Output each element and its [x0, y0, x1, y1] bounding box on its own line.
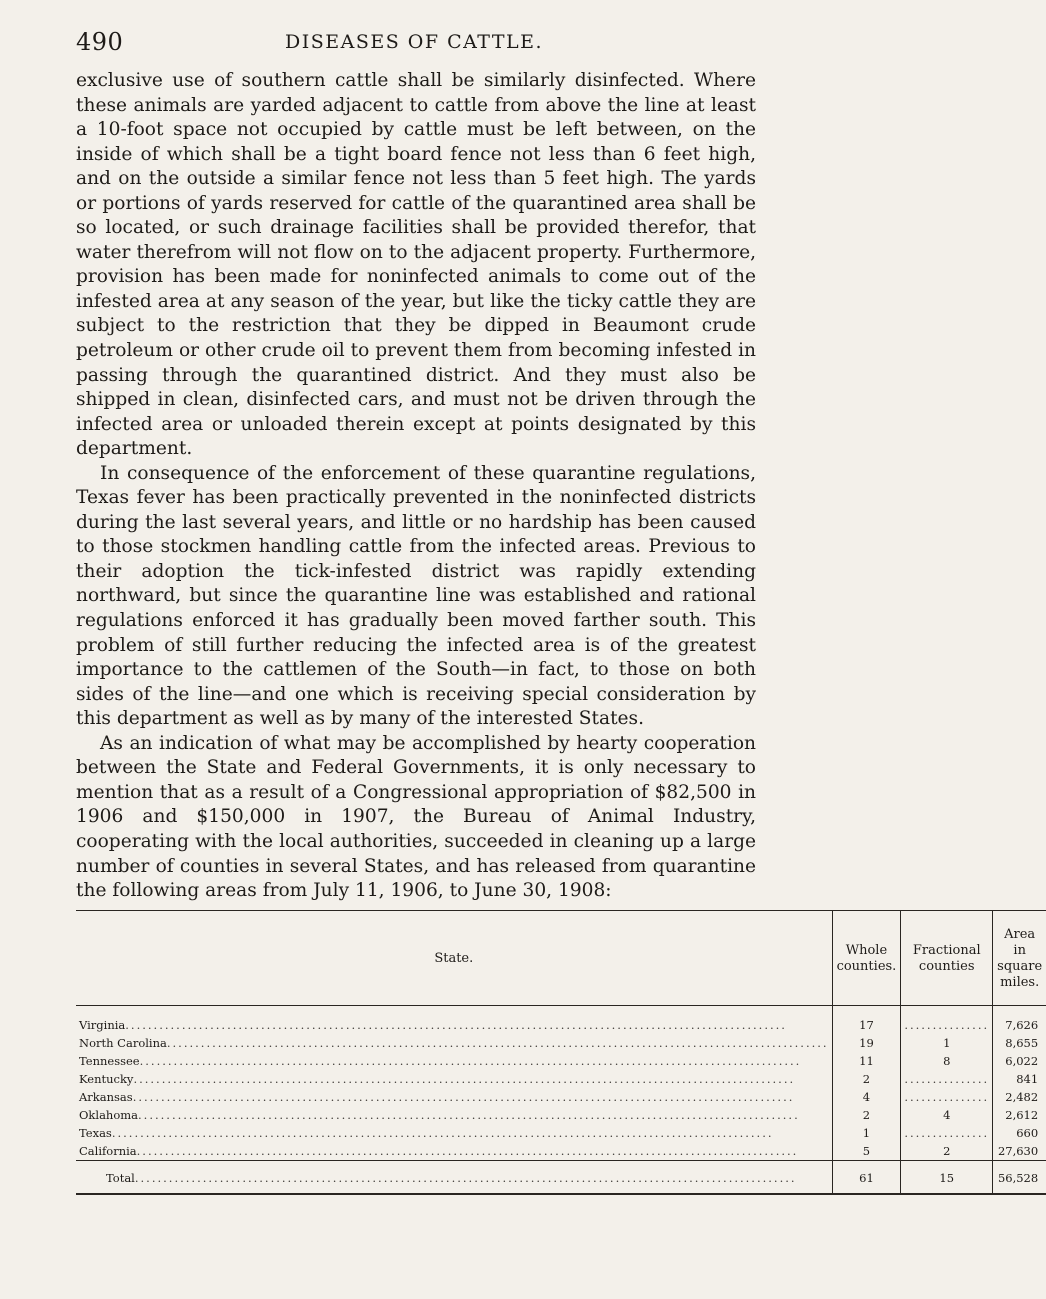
fractional-counties-cell: 2	[901, 1142, 993, 1161]
state-name: Oklahoma	[79, 1108, 139, 1122]
state-name: Arkansas	[79, 1090, 133, 1104]
whole-counties-cell: 11	[832, 1052, 901, 1070]
table-row	[76, 1124, 1046, 1142]
total-fractional: 15	[901, 1161, 993, 1195]
whole-counties-cell: 1	[832, 1124, 901, 1142]
area-cell: 27,630	[993, 1142, 1046, 1161]
area-cell: 7,626	[993, 1006, 1046, 1035]
column-header-fractional: Fractional counties	[901, 911, 993, 1006]
whole-counties-cell: 2	[832, 1106, 901, 1124]
page-header	[76, 28, 752, 56]
running-head: DISEASES OF CATTLE.	[284, 31, 544, 53]
table-row	[76, 1088, 1046, 1106]
table-row	[76, 1070, 1046, 1088]
table-body	[76, 1006, 1046, 1161]
area-cell: 660	[993, 1124, 1046, 1142]
total-label: Total	[106, 1171, 135, 1185]
table-row	[76, 1034, 1046, 1052]
total-area: 56,528	[993, 1161, 1046, 1195]
state-cell: California.....................................................................................................................	[79, 1144, 799, 1158]
fractional-counties-leader: ...............	[901, 1070, 993, 1088]
area-cell: 841	[993, 1070, 1046, 1088]
whole-counties-cell: 5	[832, 1142, 901, 1161]
table-header-row	[76, 911, 1046, 1006]
area-cell: 2,482	[993, 1088, 1046, 1106]
fractional-counties-leader: ...............	[901, 1088, 993, 1106]
state-cell: Arkansas.....................................................................................................................	[79, 1090, 795, 1104]
state-cell: Oklahoma.....................................................................................................................	[79, 1108, 800, 1122]
whole-counties-cell: 4	[832, 1088, 901, 1106]
state-cell: North Carolina.....................................................................................................................	[79, 1036, 829, 1050]
paragraph: exclusive use of southern cattle shall be similarly disinfected. Where these animals are yarded adjacent to cattle from above the line at least a 10-foot space not occupied by cattle must be left between, on the inside of which shall be a tight board fence not less than 6 feet high, and on the outside a similar fence not less than 5 feet high. The yards or portions of yards reserved for cattle of the quarantined area shall be so located, or such drainage facilities shall be provided therefor, that water therefrom will not flow on to the adjacent property. Furthermore, provision has been made for noninfected animals to come out of the infested area at any season of the year, but like the ticky cattle they are subject to the restriction that they be dipped in Beaumont crude petroleum or other crude oil to prevent them from becoming infested in passing through the quarantined district. And they must also be shipped in clean, disinfected cars, and must not be driven through the infected area or unloaded therein except at points designated by this department.	[76, 70, 756, 460]
table-row	[76, 1142, 1046, 1161]
total-label-cell: Total.....................................................................................................................	[76, 1161, 832, 1195]
area-cell: 6,022	[993, 1052, 1046, 1070]
state-name: Texas	[79, 1126, 112, 1140]
fractional-counties-cell: 1	[901, 1034, 993, 1052]
body-text	[76, 69, 756, 904]
area-cell: 8,655	[993, 1034, 1046, 1052]
state-name: Tennessee	[79, 1054, 140, 1068]
column-header-area: Area in square miles.	[993, 911, 1046, 1006]
column-header-state: State.	[76, 911, 832, 1006]
fractional-counties-leader: ...............	[901, 1006, 993, 1035]
column-header-whole: Whole counties.	[832, 911, 901, 1006]
page-number: 490	[76, 28, 124, 56]
area-cell: 2,612	[993, 1106, 1046, 1124]
whole-counties-cell: 19	[832, 1034, 901, 1052]
table-row	[76, 1106, 1046, 1124]
state-name: North Carolina	[79, 1036, 167, 1050]
fractional-counties-cell: 4	[901, 1106, 993, 1124]
whole-counties-cell: 17	[832, 1006, 901, 1035]
paragraph: As an indication of what may be accomplished by hearty cooperation between the State and Federal Governments, it is only necessary to mention that as a result of a Congressional appropriation of $82,500 in 1906 and $150,000 in 1907, the Bureau of Animal Industry, cooperating with the local authorities, succeeded in cleaning up a large number of counties in several States, and has released from quarantine the following areas from July 11, 1906, to June 30, 1908:	[76, 732, 756, 902]
table-row	[76, 1052, 1046, 1070]
released-areas-table	[76, 910, 1043, 1195]
whole-counties-cell: 2	[832, 1070, 901, 1088]
state-name: California	[79, 1144, 137, 1158]
state-name: Virginia	[79, 1018, 126, 1032]
state-cell: Tennessee.....................................................................................................................	[79, 1054, 802, 1068]
table-row	[76, 1006, 1046, 1035]
table-total-row	[76, 1161, 1046, 1195]
state-cell: Virginia.....................................................................................................................	[79, 1018, 787, 1032]
total-whole: 61	[832, 1161, 901, 1195]
state-cell: Kentucky.....................................................................................................................	[79, 1072, 796, 1086]
state-cell: Texas.....................................................................................................................	[79, 1126, 774, 1140]
fractional-counties-cell: 8	[901, 1052, 993, 1070]
fractional-counties-leader: ...............	[901, 1124, 993, 1142]
state-name: Kentucky	[79, 1072, 134, 1086]
paragraph: In consequence of the enforcement of these quarantine regulations, Texas fever has been practically prevented in the noninfected districts during the last several years, and little or no hardship has been caused to those stockmen handling cattle from the infected areas. Previous to their adoption the tick-infested district was rapidly extending northward, but since the quarantine line was established and rational regulations enforced it has gradually been moved farther south. This problem of still further reducing the infected area is of the greatest importance to the cattlemen of the South—in fact, to those on both sides of the line—and one which is receiving special consideration by this department as well as by many of the interested States.	[76, 462, 756, 730]
